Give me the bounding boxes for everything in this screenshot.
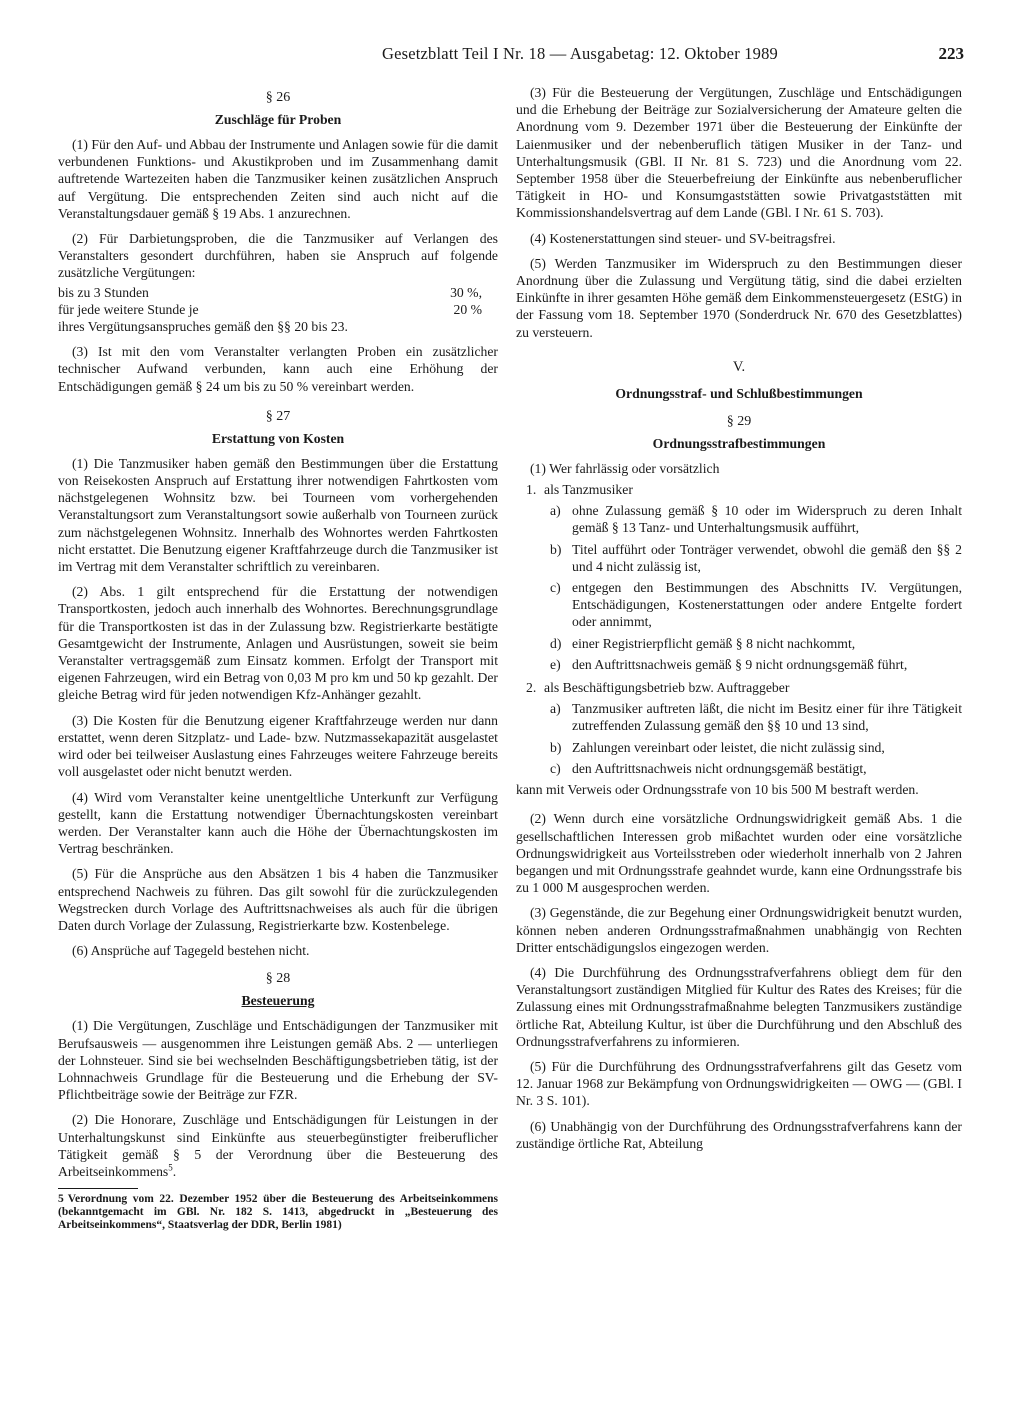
section-28-paragraph-3: (3) Für die Besteuerung der Vergütungen, Zuschläge und Entschädigungen und die Erhebung der Beiträge zur Sozialversicherung der Amateure gelten die Anordnung vom 9. Dezember 1971 über die Besteuerung der Einkünfte der Laienmusiker und der nebenberuflich tätigen Musiker in der Tanz- und Unterhaltungsmusik (GBl. II Nr. 81 S. 723) und die Anordnung vom 22. September 1958 über die Steuerbefreiung der Einkünfte aus nebenberuflicher Tätigkeit in HO- und Konsumgaststätten sowie Privatgaststätten mit Kommissionshandelsvertrag auf dem Lande (GBl. I Nr. 61 S. 703). <box>516 85 962 221</box>
list-item-text: den Auftrittsnachweis nicht ordnungsgemäß bestätigt, <box>572 760 867 776</box>
list-group-2 <box>516 679 962 696</box>
list-item-text: Tanzmusiker auftreten läßt, die nicht im Besitz einer für ihre Tätigkeit zutreffenden Zulassung gemäß den §§ 10 und 13 sind, <box>572 701 962 734</box>
section-29-closing: kann mit Verweis oder Ordnungsstrafe von 10 bis 500 M bestraft werden. <box>516 782 919 798</box>
list-marker: a) <box>550 503 561 519</box>
footnote-text: Verordnung vom 22. Dezember 1952 über die Besteuerung des Arbeitseinkommens (bekanntgemacht im GBl. Nr. 182 S. 1413, abgedruckt in „Besteuerung des Arbeitseinkommens“, Staatsverlag der DDR, Berlin 1981) <box>58 1193 498 1232</box>
section-27-paragraph-5: (5) Für die Ansprüche aus den Absätzen 1 bis 4 haben die Tanzmusiker entsprechend Nachweis zu führen. Das gilt sowohl für die zurückzulegenden Wegstrecken durch Vorlage des Auftrittsnachweises als auch für die übrigen Daten durch Vorlage der Zulassung, Registrierkarte bzw. Kostenbelege. <box>58 866 498 933</box>
section-27-paragraph-3: (3) Die Kosten für die Benutzung eigener Kraftfahrzeuge werden nur dann erstattet, wenn deren Sitzplatz- und Lade- bzw. Nutzmassekapazität ausgelastet wird oder bei teilweiser Auslastung eines Fahrzeuges weitere Fahrzeuge bereits voll ausgelastet oder nicht benutzt werden. <box>58 712 498 780</box>
list-item-text: einer Registrierpflicht gemäß § 8 nicht nachkommt, <box>572 635 856 651</box>
list-group-label: als Beschäftigungsbetrieb bzw. Auftraggeber <box>544 680 790 696</box>
rate-value: 30 %, <box>450 284 482 300</box>
rate-label: bis zu 3 Stunden <box>58 284 149 300</box>
footnote-divider <box>58 1188 138 1189</box>
left-column <box>58 84 498 1232</box>
section-26-title: Zuschläge für Proben <box>214 112 342 127</box>
rates-tail: ihres Vergütungsanspruches gemäß den §§ 20 bis 23. <box>58 319 348 335</box>
list-group-1 <box>516 481 962 498</box>
page-number: 223 <box>938 44 964 63</box>
rate-label: für jede weitere Stunde je <box>58 301 199 317</box>
paragraph-text: (2) Die Honorare, Zuschläge und Entschädigungen für Leistungen in der Unterhaltungskunst sind Einkünfte aus steuerbegünstigter freiberuflicher Tätigkeit gemäß § 5 der Verordnung über die Besteuerung des Arbeitseinkommens <box>58 1112 498 1179</box>
chapter-title: Ordnungsstraf- und Schlußbestimmungen <box>615 385 863 401</box>
list-item <box>516 760 962 777</box>
section-27-paragraph-4: (4) Wird vom Veranstalter keine unentgeltliche Unterkunft zur Verfügung gestellt, kann die Erstattung notwendiger Übernachtungskosten vereinbart werden. Der Veranstalter kann auch die Höhe der Übernachtungskosten im Vertrag beschränken. <box>58 789 498 857</box>
footnote-reference: 5 <box>168 1162 173 1173</box>
section-28-title: Besteuerung <box>241 993 315 1009</box>
rate-row <box>58 284 498 301</box>
section-29-paragraph-2: (2) Wenn durch eine vorsätzliche Ordnungswidrigkeit gemäß Abs. 1 die gesellschaftlichen Interessen grob mißachtet wurden oder eine vorsätzliche Ordnungswidrigkeit aus Vorteilsstreben oder wiederholt innerhalb von 2 Jahren begangen und mit Ordnungsstrafe geahndet wurde, kann eine Ordnungsstrafe bis zu 1 000 M ausgesprochen werden. <box>516 811 962 896</box>
rate-row <box>58 301 498 318</box>
list-group-label: als Tanzmusiker <box>544 482 633 498</box>
section-28-number: § 28 <box>265 971 291 987</box>
section-28-paragraph-5: (5) Werden Tanzmusiker im Widerspruch zu den Bestimmungen dieser Anordnung über die Zulassung und Vergütung tätig, sind die dabei erzielten Einkünfte in ihrer gesamten Höhe gemäß dem Einkommensteuergesetz (EStG) in der Fassung vom 18. September 1970 (Sonderdruck Nr. 670 des Gesetzblattes) zu versteuern. <box>516 255 962 340</box>
gazette-title: Gesetzblatt Teil I Nr. 18 — Ausgabetag: 12. Oktober 1989 <box>381 44 779 63</box>
list-item-text: entgegen den Bestimmungen des Abschnitts IV. Vergütungen, Entschädigungen, Kostenerstattungen oder andere Entgelte fordert oder annimmt, <box>572 580 962 630</box>
list-item <box>516 502 962 536</box>
chapter-number: V. <box>732 358 746 375</box>
section-27-paragraph-6: (6) Ansprüche auf Tagegeld bestehen nicht. <box>72 943 310 959</box>
list-item-text: Titel aufführt oder Tonträger verwendet, obwohl die gemäß den §§ 2 und 4 nicht zulässig ist, <box>572 541 962 574</box>
section-28-paragraph-4: (4) Kostenerstattungen sind steuer- und SV-beitragsfrei. <box>530 230 836 246</box>
list-item <box>516 541 962 575</box>
section-29-number: § 29 <box>726 413 752 429</box>
section-27-paragraph-2: (2) Abs. 1 gilt entsprechend für die Erstattung der notwendigen Transportkosten, jedoch auch innerhalb des Wohnortes. Berechnungsgrundlage für die Transportkosten ist das in der Zulassung bzw. Registrierkarte bestätigte Gesamtgewicht der Instrumente, Anlagen und Ausrüstungen, soweit sie beim Veranstalter vertragsgemäß zum Einsatz kommen. Erfolgt der Transport mit eigenen Fahrzeugen, wird ein Betrag von 0,03 M pro km und 50 kp gezahlt. Der gleiche Betrag wird für jeden notwendigen Kfz-Anhänger gezahlt. <box>58 584 498 703</box>
list-marker: a) <box>550 701 561 717</box>
paragraph-end: . <box>172 1163 177 1179</box>
section-29-paragraph-3: (3) Gegenstände, die zur Begehung einer Ordnungswidrigkeit benutzt wurden, können neben anderen Ordnungsstrafmaßnahmen unabhängig von Rechten Dritter entschädigungslos eingezogen werden. <box>516 905 962 955</box>
list-item-text: ohne Zulassung gemäß § 10 oder im Widerspruch zu deren Inhalt gemäß § 13 Tanz- und Unterhaltungsmusik aufführt, <box>572 503 962 536</box>
section-26-paragraph-2: (2) Für Darbietungsproben, die die Tanzmusiker auf Verlangen des Veranstalters gesondert durchführen, haben sie Anspruch auf folgende zusätzliche Vergütungen: <box>58 231 498 281</box>
list-marker: 2. <box>526 680 537 696</box>
list-marker: c) <box>550 580 561 596</box>
section-29-paragraph-4: (4) Die Durchführung des Ordnungsstrafverfahrens obliegt dem für den Veranstaltungsort zuständigen Mitglied für Kultur des Rates des Kreises; für die Zulassung eines mit Ordnungsstrafmaßnahme belegten Tanzmusikers zuständige örtliche Rat, Abteilung Kultur, ist über die Durchführung und den Abschluß des Ordnungsstrafverfahrens zu informieren. <box>516 964 962 1049</box>
section-29-intro: (1) Wer fahrlässig oder vorsätzlich <box>530 460 720 476</box>
list-marker: e) <box>550 656 561 672</box>
footnote-number: 5 <box>58 1193 64 1206</box>
list-marker: c) <box>550 760 561 776</box>
rate-value: 20 % <box>453 301 482 317</box>
list-marker: b) <box>550 739 562 755</box>
list-item <box>516 656 962 673</box>
list-item-text: den Auftrittsnachweis gemäß § 9 nicht ordnungsgemäß führt, <box>572 656 908 672</box>
section-26-paragraph-1: (1) Für den Auf- und Abbau der Instrumente und Anlagen sowie für die damit verbundenen Funktions- und Akustikproben und im Zusammenhang damit auftretende Wartezeiten haben die Tanzmusiker keinen zusätzlichen Anspruch auf Vergütung. Die entsprechenden Zeiten sind auch nicht auf die Veranstaltungsdauer gemäß § 19 Abs. 1 anzurechnen. <box>58 137 498 221</box>
list-item <box>516 739 962 756</box>
list-item <box>516 700 962 734</box>
section-29-paragraph-5: (5) Für die Durchführung des Ordnungsstrafverfahrens gilt das Gesetz vom 12. Januar 1968 zur Bekämpfung von Ordnungswidrigkeiten — OWG — (GBl. I Nr. 3 S. 101). <box>516 1058 962 1109</box>
section-27-number: § 27 <box>265 408 291 424</box>
page-header <box>230 44 964 68</box>
right-column <box>516 84 962 1160</box>
section-26-paragraph-3: (3) Ist mit den vom Veranstalter verlangten Proben ein zusätzlicher technischer Aufwand verbunden, kann auch eine Erhöhung der Entschädigungen gemäß § 24 um bis zu 50 % vereinbart werden. <box>58 344 498 394</box>
section-27-title: Erstattung von Kosten <box>211 430 345 446</box>
list-marker: d) <box>550 635 562 651</box>
list-marker: 1. <box>526 482 537 498</box>
footnote <box>58 1193 498 1232</box>
section-28-paragraph-2 <box>58 1111 498 1180</box>
list-item-text: Zahlungen vereinbart oder leistet, die nicht zulässig sind, <box>572 739 885 755</box>
section-27-paragraph-1: (1) Die Tanzmusiker haben gemäß den Bestimmungen über die Erstattung von Reisekosten Anspruch auf Erstattung ihrer notwendigen Fahrtkosten vom nächstgelegenen Wohnsitz bzw. bei Tourneen vom vorhergehenden Veranstaltungsort zum Veranstaltungsort sowie außerhalb von Tourneen zurück zum nächstgelegenen Wohnsitz. Innerhalb des Wohnortes werden Fahrtkosten nicht erstattet. Die Benutzung eigener Kraftfahrzeuge durch die Tanzmusiker ist im Vertrag mit dem Veranstalter schriftlich zu vereinbaren. <box>58 455 498 575</box>
section-29-title: Ordnungsstrafbestimmungen <box>652 435 826 451</box>
section-29-paragraph-6: (6) Unabhängig von der Durchführung des Ordnungsstrafverfahrens kann der zuständige örtliche Rat, Abteilung <box>516 1118 962 1151</box>
list-marker: b) <box>550 541 562 557</box>
section-28-paragraph-1: (1) Die Vergütungen, Zuschläge und Entschädigungen der Tanzmusiker mit Berufsausweis — ausgenommen ihre Leistungen gemäß Abs. 2 — unterliegen der Lohnsteuer. Sind sie bei wechselnden Beschäftigungsbetrieben tätig, ist der Lohnnachweis Grundlage für die Besteuerung und die Erhebung der SV-Pflichtbeiträge sowie der Beiträge zur FZR. <box>58 1018 498 1103</box>
list-item <box>516 635 962 652</box>
section-26-number: § 26 <box>265 90 291 105</box>
list-item <box>516 579 962 631</box>
